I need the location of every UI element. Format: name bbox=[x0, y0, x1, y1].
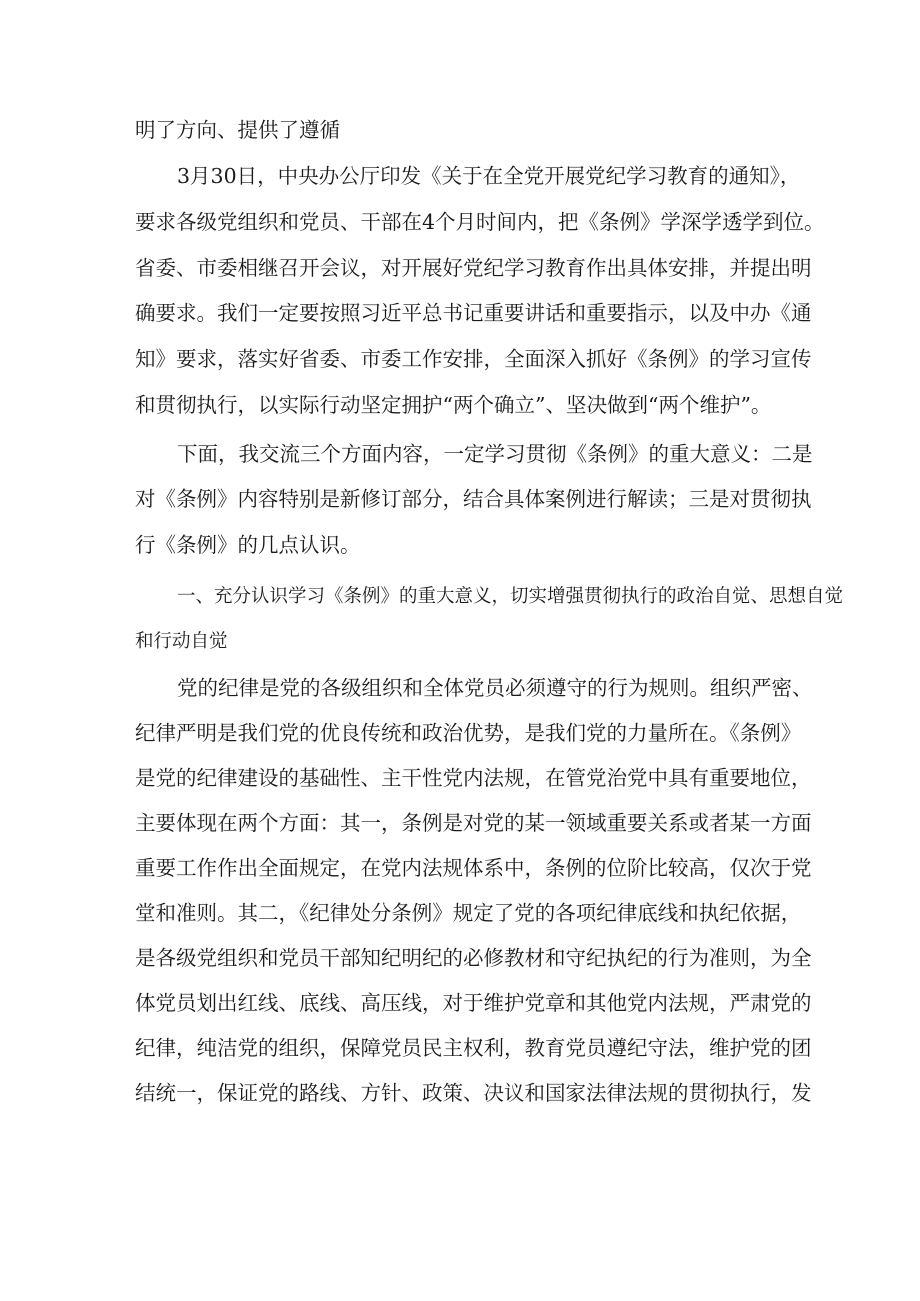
text-line: 重要工作作出全面规定，在党内法规体系中，条例的位阶比较高，仅次于党 bbox=[135, 856, 812, 880]
text-line: 纪律，纯洁党的组织，保障党员民主权利，教育党员遵纪守法，维护党的团 bbox=[135, 1036, 812, 1060]
text-line: 要求各级党组织和党员、干部在4个月时间内，把《条例》学深学透学到位。 bbox=[135, 210, 825, 234]
text-line: 是各级党组织和党员干部知纪明纪的必修教材和守纪执纪的行为准则，为全 bbox=[135, 946, 812, 970]
text-line: 对《条例》内容特别是新修订部分，结合具体案例进行解读；三是对贯彻执 bbox=[135, 487, 812, 511]
text-line: 纪律严明是我们党的优良传统和政治优势，是我们党的力量所在。《条例》 bbox=[135, 721, 802, 745]
text-line: 下面，我交流三个方面内容，一定学习贯彻《条例》的重大意义：二是 bbox=[177, 442, 813, 466]
text-line: 行《条例》的几点认识。 bbox=[135, 533, 361, 557]
text-line: 知》要求，落实好省委、市委工作安排，全面深入抓好《条例》的学习宣传 bbox=[135, 347, 812, 371]
text-line: 确要求。我们一定要按照习近平总书记重要讲话和重要指示，以及中办《通 bbox=[135, 301, 812, 325]
section-heading: 一、充分认识学习《条例》的重大意义，切实增强贯彻执行的政治自觉、思想自觉 bbox=[177, 586, 844, 607]
section-heading: 和行动自觉 bbox=[135, 631, 228, 652]
text-line: 党的纪律是党的各级组织和全体党员必须遵守的行为规则。组织严密、 bbox=[177, 676, 813, 700]
text-line: 主要体现在两个方面：其一，条例是对党的某一领域重要关系或者某一方面 bbox=[135, 811, 812, 835]
text-line: 结统一，保证党的路线、方针、政策、决议和国家法律法规的贯彻执行，发 bbox=[135, 1081, 812, 1105]
text-line: 和贯彻执行，以实际行动坚定拥护“两个确立”、坚决做到“两个维护”。 bbox=[135, 393, 772, 417]
text-line: 堂和准则。其二，《纪律处分条例》规定了党的各项纪律底线和执纪依据， bbox=[135, 901, 802, 925]
text-line: 体党员划出红线、底线、高压线，对于维护党章和其他党内法规，严肃党的 bbox=[135, 991, 812, 1015]
text-line: 3月30日，中央办公厅印发《关于在全党开展党纪学习教育的通知》， bbox=[177, 164, 801, 188]
text-line: 是党的纪律建设的基础性、主干性党内法规，在管党治党中具有重要地位， bbox=[135, 766, 812, 790]
text-line: 明了方向、提供了遵循 bbox=[135, 118, 340, 142]
text-line: 省委、市委相继召开会议，对开展好党纪学习教育作出具体安排，并提出明 bbox=[135, 256, 812, 280]
